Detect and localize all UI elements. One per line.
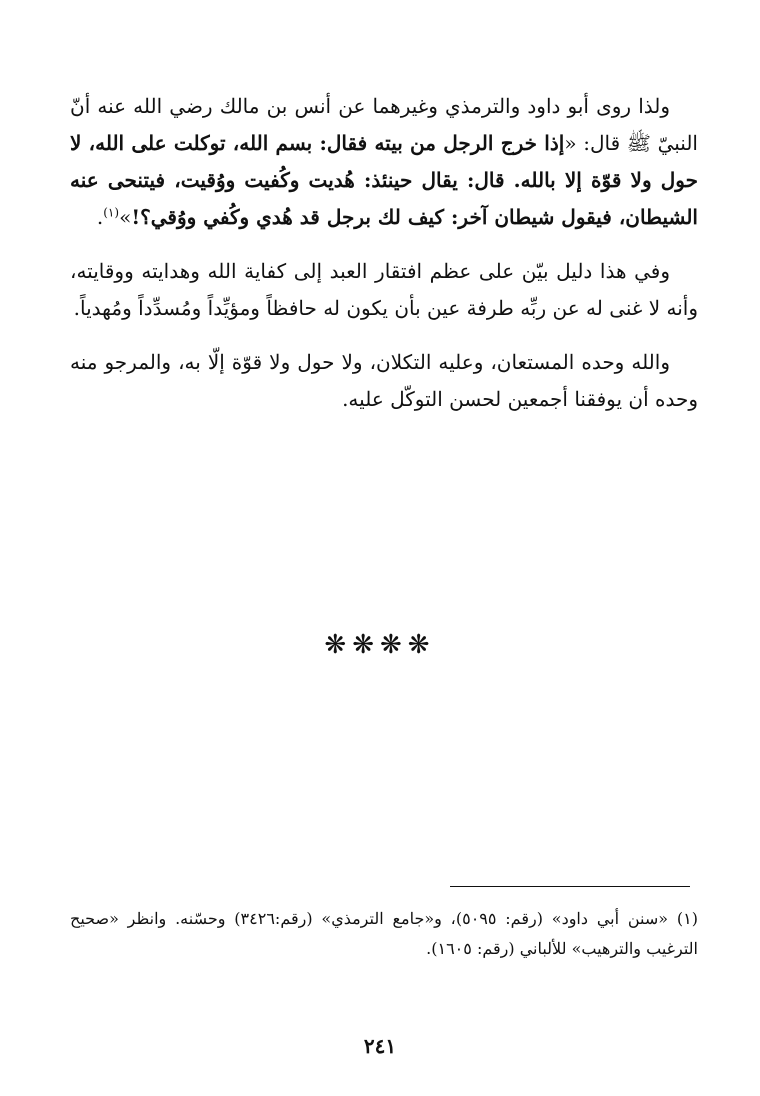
paragraph-closing: والله وحده المستعان، وعليه التكلان، ولا حول ولا قوّة إلّا به، والمرجو منه وحده أن يوفقنا أجمعين لحسن التوكّل عليه. xyxy=(70,350,698,411)
footnote-divider xyxy=(450,886,690,887)
hadith-end: . xyxy=(96,205,104,229)
footnote-text: (١) «سنن أبي داود» (رقم: ٥٠٩٥)، و«جامع الترمذي» (رقم:٣٤٢٦) وحسّنه. وانظر «صحيح الترغيب والترهيب» للألباني (رقم: ١٦٠٥). xyxy=(70,909,698,958)
hadith-quote: إذا خرج الرجل من بيته فقال: بسم الله، توكلت على الله، لا حول ولا قوّة إلا بالله. قال: يقال حينئذ: هُديت وكُفيت ووُقيت، فيتنحى عنه الشيطان، فيقول شيطان آخر: كيف لك برجل قد هُدي وكُفي ووُقي؟! xyxy=(70,131,698,229)
paragraph-commentary: وفي هذا دليل بيّن على عظم افتقار العبد إلى كفاية الله وهدايته ووقايته، وأنه لا غنى له عن ربِّه طرفة عين بأن يكون له حافظاً ومؤيِّداً ومُسدِّداً ومُهدياً. xyxy=(70,259,698,320)
hadith-intro: ولذا روى أبو داود والترمذي وغيرهما عن أنس بن مالك رضي الله عنه أنّ النبيّ ﷺ قال: « xyxy=(70,94,698,155)
paragraph-hadith xyxy=(70,88,698,236)
footnote-reference[interactable]: (١) xyxy=(103,205,120,220)
page-number: ٢٤١ xyxy=(363,1034,397,1058)
section-separator: ❋❋❋❋ xyxy=(324,630,436,660)
hadith-close: » xyxy=(119,205,132,229)
main-text xyxy=(70,88,698,435)
